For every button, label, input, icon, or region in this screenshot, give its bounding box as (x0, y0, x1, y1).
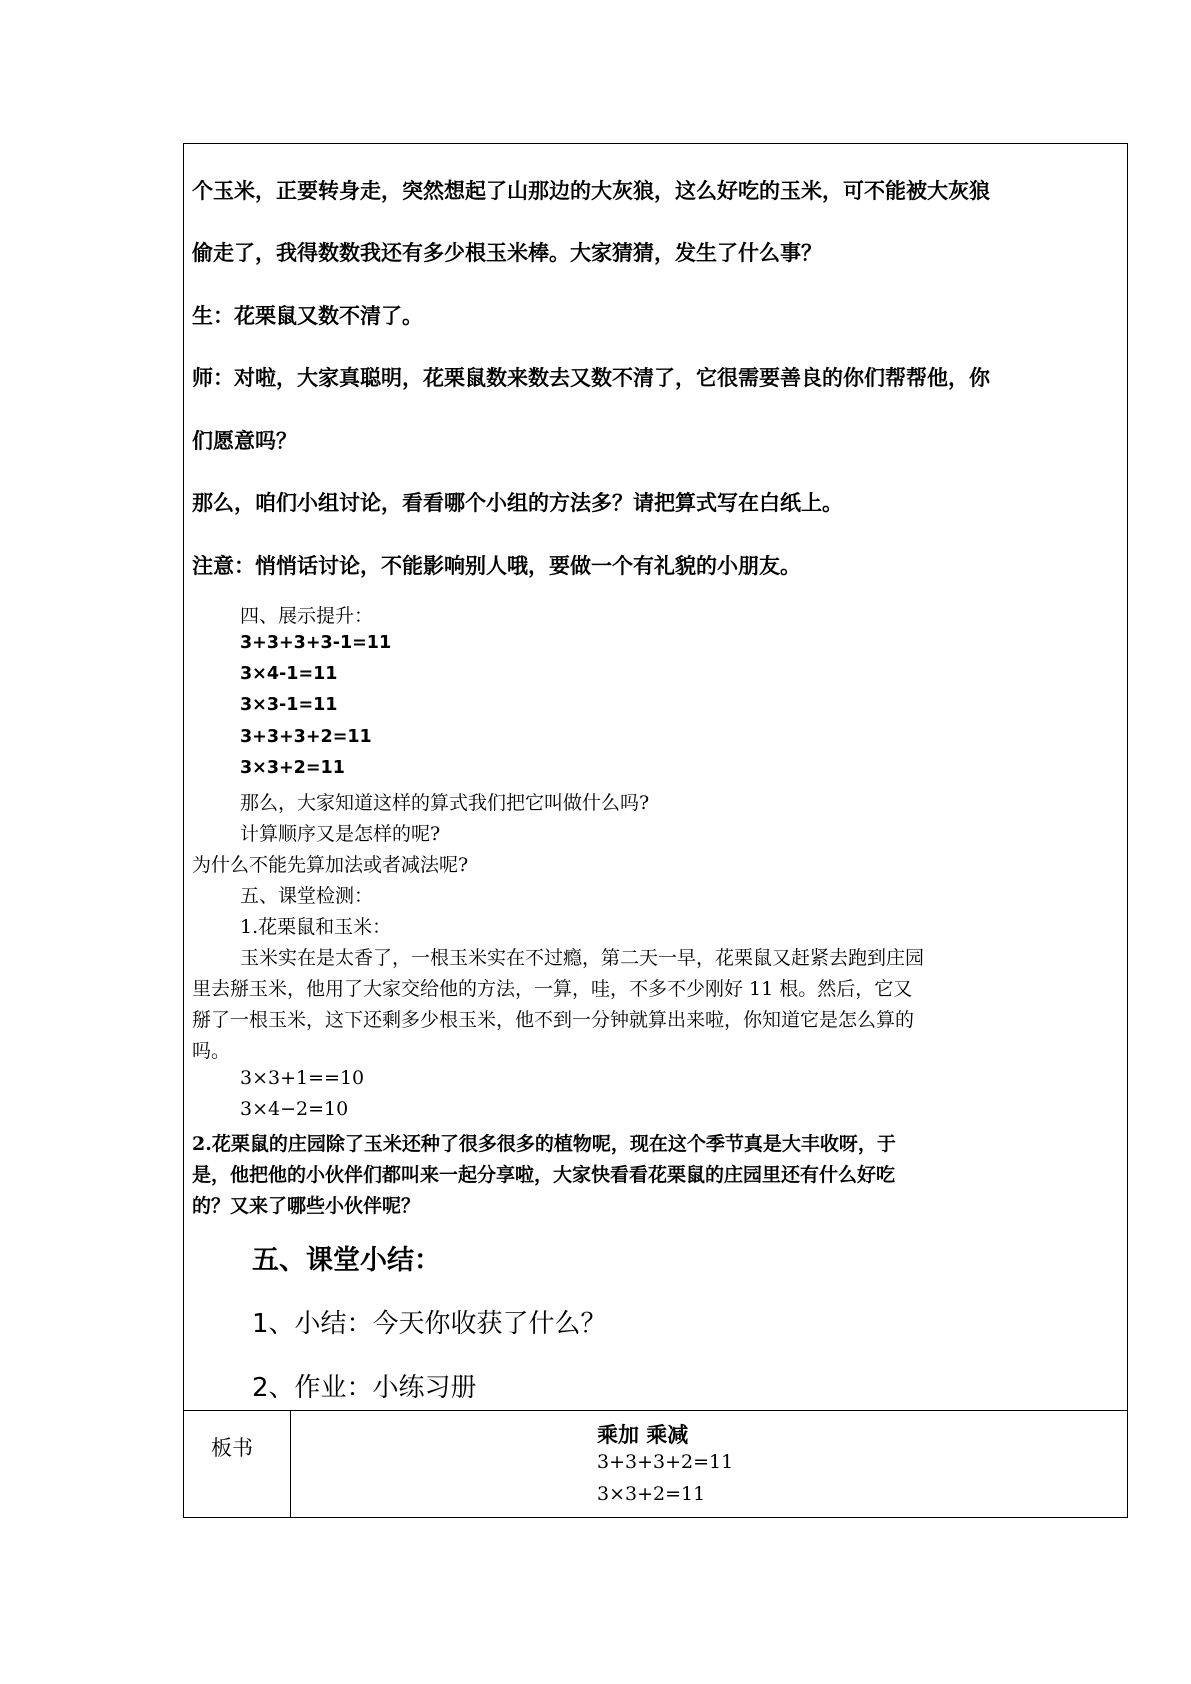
formula-line: 3×4-1=11 (240, 664, 338, 684)
section5-heading: 五、课堂检测： (240, 885, 374, 907)
paragraph-line: 吗。 (192, 1040, 231, 1062)
summary-heading: 五、课堂小结： (252, 1245, 441, 1276)
paragraph-line: 是，他把他的小伙伴们都叫来一起分享啦，大家快看看花栗鼠的庄园里还有什么好吃 (192, 1164, 896, 1186)
paragraph-line: 里去掰玉米，他用了大家交给他的方法，一算，哇，不多不少刚好 11 根。然后，它又 (192, 978, 913, 1000)
dialogue-line: 偷走了，我得数数我还有多少根玉米棒。大家猜猜，发生了什么事？ (192, 241, 822, 265)
board-label: 板书 (211, 1436, 253, 1460)
dialogue-line: 生：花栗鼠又数不清了。 (192, 304, 423, 328)
summary-item: 1、小结：今天你收获了什么？ (252, 1309, 607, 1339)
dialogue-line: 师：对啦，大家真聪明，花栗鼠数来数去又数不清了，它很需要善良的你们帮帮他，你 (192, 366, 990, 390)
formula-line: 3×4−2=10 (240, 1098, 349, 1120)
formula-line: 3×3-1=11 (240, 695, 338, 715)
formula-line: 3×3+2=11 (240, 758, 345, 778)
formula-line: 3+3+3+2=11 (240, 727, 372, 747)
item1-title: 1.花栗鼠和玉米： (240, 916, 392, 938)
board-formula: 3×3+2=11 (597, 1483, 706, 1505)
question-line: 计算顺序又是怎样的呢? (240, 823, 441, 845)
section4-heading: 四、展示提升： (240, 605, 374, 627)
dialogue-line: 个玉米，正要转身走，突然想起了山那边的大灰狼，这么好吃的玉米，可不能被大灰狼 (192, 179, 990, 203)
dialogue-line: 们愿意吗？ (192, 429, 297, 453)
dialogue-line: 那么，咱们小组讨论，看看哪个小组的方法多？请把算式写在白纸上。 (192, 491, 843, 515)
board-formula: 3+3+3+2=11 (597, 1451, 734, 1473)
paragraph-line: 玉米实在是太香了，一根玉米实在不过瘾，第二天一早，花栗鼠又赶紧去跑到庄园 (240, 947, 925, 969)
board-row-divider (183, 1410, 1128, 1411)
paragraph-line: 掰了一根玉米，这下还剩多少根玉米，他不到一分钟就算出来啦，你知道它是怎么算的 (192, 1009, 915, 1031)
board-column-divider (290, 1410, 291, 1518)
paragraph-line: 的？又来了哪些小伙伴呢？ (192, 1195, 421, 1217)
paragraph-line: 2.花栗鼠的庄园除了玉米还种了很多很多的植物呢，现在这个季节真是大丰收呀，于 (192, 1133, 896, 1155)
homework-item: 2、作业：小练习册 (252, 1373, 477, 1403)
dialogue-line: 注意：悄悄话讨论，不能影响别人哦，要做一个有礼貌的小朋友。 (192, 554, 801, 578)
formula-line: 3×3+1==10 (240, 1067, 365, 1089)
question-line: 那么，大家知道这样的算式我们把它叫做什么吗? (240, 792, 650, 814)
question-line: 为什么不能先算加法或者减法呢? (192, 854, 469, 876)
board-title: 乘加 乘减 (597, 1423, 689, 1447)
formula-line: 3+3+3+3-1=11 (240, 633, 392, 653)
